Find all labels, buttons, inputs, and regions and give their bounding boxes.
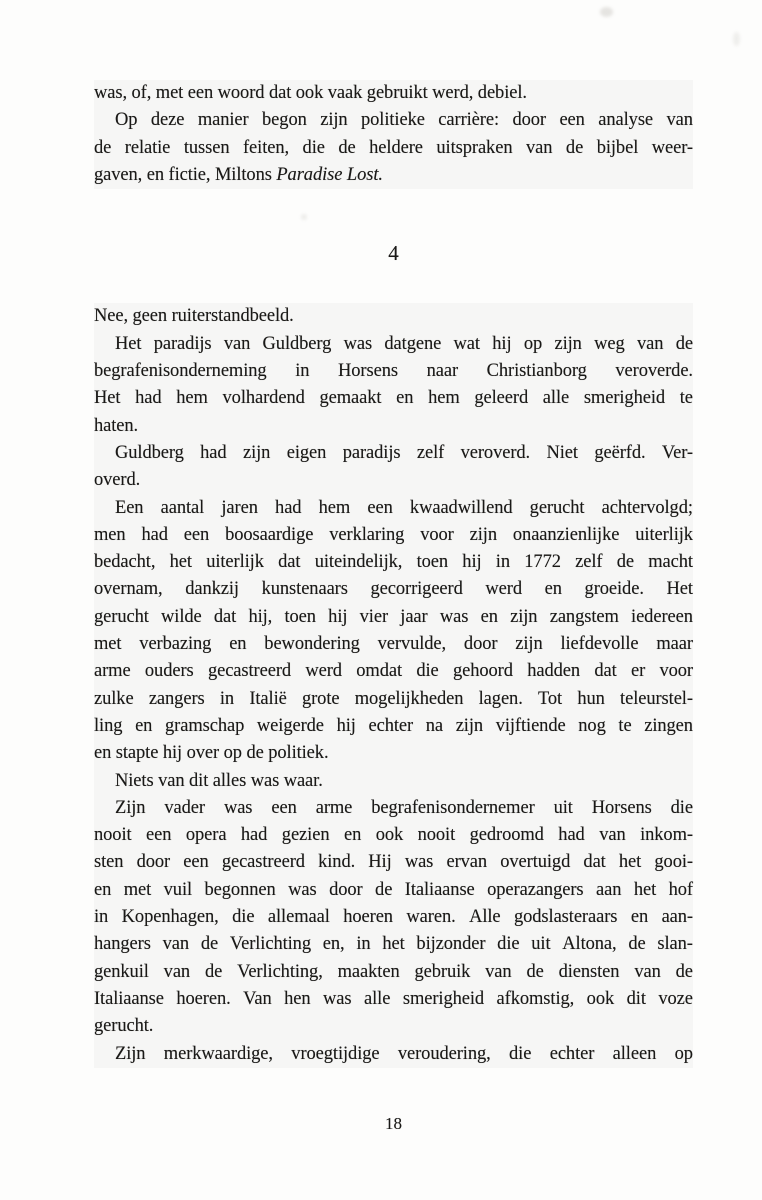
text-line: men had een boosaardige verklaring voor zijn onaanzienlijke uiterlijk bbox=[94, 522, 693, 549]
text-line: Nee, geen ruiterstandbeeld. bbox=[94, 303, 693, 330]
paragraph bbox=[94, 495, 693, 768]
text-line: genkuil van de Verlichting, maakten gebruik van de diensten van de bbox=[94, 959, 693, 986]
text-line: Het had hem volhardend gemaakt en hem geleerd alle smerigheid te bbox=[94, 385, 693, 412]
paragraph-group-top bbox=[94, 80, 693, 189]
page-text-block bbox=[94, 80, 693, 1068]
paragraph bbox=[94, 440, 693, 495]
section-number-heading: 4 bbox=[388, 241, 399, 266]
paragraph bbox=[94, 303, 693, 330]
text-line: begrafenisonderneming in Horsens naar Christianborg veroverde. bbox=[94, 358, 693, 385]
paragraph bbox=[94, 1041, 693, 1068]
text-line: haten. bbox=[94, 413, 693, 440]
text-line: in Kopenhagen, die allemaal hoeren waren. Alle godslasteraars en aan- bbox=[94, 904, 693, 931]
page-number: 18 bbox=[385, 1114, 402, 1133]
scan-speck bbox=[733, 32, 740, 46]
text-line: ling en gramschap weigerde hij echter na zijn vijftiende nog te zingen bbox=[94, 713, 693, 740]
text-line: zulke zangers in Italië grote mogelijkheden lagen. Tot hun teleurstel- bbox=[94, 686, 693, 713]
text-line: bedacht, het uiterlijk dat uiteindelijk, toen hij in 1772 zelf de macht bbox=[94, 549, 693, 576]
paragraph bbox=[94, 331, 693, 440]
text-line: Het paradijs van Guldberg was datgene wat hij op zijn weg van de bbox=[94, 331, 693, 358]
text-line: en met vuil begonnen was door de Italiaanse operazangers aan het hof bbox=[94, 877, 693, 904]
text-line: gerucht. bbox=[94, 1013, 693, 1040]
text-line: Op deze manier begon zijn politieke carrière: door een analyse van bbox=[94, 107, 693, 134]
text-line: gerucht wilde dat hij, toen hij vier jaar was en zijn zangstem iedereen bbox=[94, 604, 693, 631]
text-line: de relatie tussen feiten, die de heldere uitspraken van de bijbel weer- bbox=[94, 135, 693, 162]
paragraph bbox=[94, 80, 693, 107]
text-line: overd. bbox=[94, 467, 693, 494]
text-line: hangers van de Verlichting en, in het bijzonder die uit Altona, de slan- bbox=[94, 931, 693, 958]
text-line: Guldberg had zijn eigen paradijs zelf veroverd. Niet geërfd. Ver- bbox=[94, 440, 693, 467]
text-line: en stapte hij over op de politiek. bbox=[94, 740, 693, 767]
text-line: overnam, dankzij kunstenaars gecorrigeerd werd en groeide. Het bbox=[94, 576, 693, 603]
text-line: Niets van dit alles was waar. bbox=[94, 768, 693, 795]
text-line: Zijn vader was een arme begrafenisondernemer uit Horsens die bbox=[94, 795, 693, 822]
paragraph bbox=[94, 768, 693, 795]
paragraph bbox=[94, 107, 693, 189]
scan-speck bbox=[600, 7, 613, 17]
text-line: gaven, en fictie, Miltons Paradise Lost. bbox=[94, 162, 693, 189]
text-line: was, of, met een woord dat ook vaak gebruikt werd, debiel. bbox=[94, 80, 693, 107]
text-line: nooit een opera had gezien en ook nooit gedroomd had van inkom- bbox=[94, 822, 693, 849]
text-line: met verbazing en bewondering vervulde, door zijn liefdevolle maar bbox=[94, 631, 693, 658]
paragraph-group-main bbox=[94, 303, 693, 1067]
text-line: Zijn merkwaardige, vroegtijdige veroudering, die echter alleen op bbox=[94, 1041, 693, 1068]
paragraph bbox=[94, 795, 693, 1041]
text-line: arme ouders gecastreerd werd omdat die gehoord hadden dat er voor bbox=[94, 658, 693, 685]
text-line: sten door een gecastreerd kind. Hij was ervan overtuigd dat het gooi- bbox=[94, 849, 693, 876]
text-line: Een aantal jaren had hem een kwaadwillend gerucht achtervolgd; bbox=[94, 495, 693, 522]
text-line: Italiaanse hoeren. Van hen was alle smerigheid afkomstig, ook dit voze bbox=[94, 986, 693, 1013]
